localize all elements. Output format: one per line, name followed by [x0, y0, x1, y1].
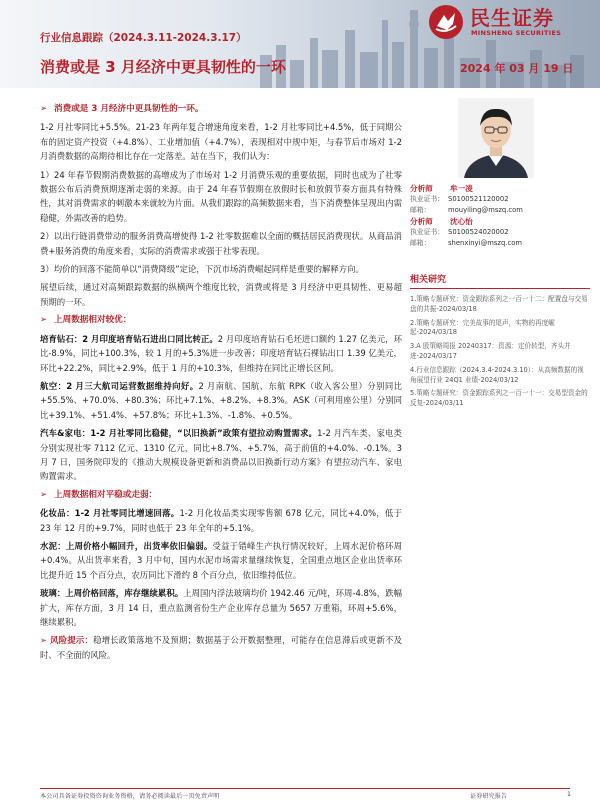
arrow-icon: ➢	[40, 489, 48, 500]
cert-number: S0100521120002	[448, 195, 509, 203]
logo-cn-text: 民生证券	[470, 6, 554, 30]
email-label: 邮箱：	[410, 239, 431, 247]
email-label: 邮箱：	[410, 206, 431, 214]
diamond-label: 培育钻石：2 月印度培育钻石进出口同比转正。	[40, 333, 218, 344]
main-content	[40, 102, 402, 666]
related-item[interactable]: 2.策略专题研究：完美故事的尾声，实物的再度崛起-2024/03/18	[410, 318, 555, 337]
footer-disclaimer: 本公司具备证券投资咨询业务资格，请务必阅读最后一页免责声明	[40, 793, 220, 800]
paragraph-risk	[40, 633, 402, 662]
paragraph-glass	[40, 586, 402, 629]
email-link[interactable]: shenxinyi@mszq.com	[448, 239, 522, 247]
analyst-role: 分析师	[410, 184, 433, 193]
glass-label: 玻璃：上周价格回落，库存继续累积。	[40, 588, 184, 599]
arrow-icon: ➢	[40, 635, 51, 646]
analyst-photo	[458, 98, 534, 178]
minsheng-logo	[428, 2, 588, 46]
risk-label: 风险提示：	[50, 635, 94, 646]
cosmetic-label: 化妆品：1-2 月社零同比增速回落。	[40, 508, 180, 519]
section-title-better	[40, 313, 402, 327]
section-title-weaker-text: 上周数据相对平稳或走弱：	[54, 489, 158, 500]
arrow-icon: ➢	[40, 104, 48, 114]
report-tag: 行业信息跟踪（2024.3.11-2024.3.17）	[40, 32, 247, 44]
paragraph-cosmetic	[40, 506, 402, 535]
paragraph: 1）24 年春节假期消费数据的高增成为了市场对 1-2 月消费乐观的重要依据，同时也成为了社零数据公布后消费预期逐渐走弱的来源。由于 24 年春节假期在放假时长和放假节奏方面具有特殊性，其对消费需求的刺激本来就较为片面。从我们跟踪的高频数据来看，当下消费整体呈现出内需稳健，外需改善的趋势。	[40, 169, 402, 223]
analyst-cert-row	[410, 194, 590, 205]
section-title-better-text: 上周数据相对较优：	[54, 315, 132, 326]
analyst-email-row	[410, 238, 590, 249]
minsheng-logo-icon	[428, 4, 464, 40]
analyst-name: 牟一凌	[450, 184, 473, 193]
paragraph: 2）以出行链消费带动的服务消费高增使得 1-2 社零数据难以全面的概括居民消费现状。从商品消费+服务消费的角度来看，实际的消费需求或强于社零表现。	[40, 231, 402, 256]
report-date: 2024 年 03 月 19 日	[460, 62, 574, 75]
logo-en-text: MINSHENG SECURITIES	[471, 29, 562, 37]
report-title: 消费或是 3 月经济中更具韧性的一环	[40, 58, 286, 76]
paragraph: 3）均价的回落不能简单以“消费降级”定论，下沉市场消费崛起同样是重要的解释方向。	[40, 264, 364, 275]
paragraph-auto	[40, 426, 402, 484]
arrow-icon: ➢	[40, 315, 48, 326]
related-item[interactable]: 3.A 股策略周报 20240317：资源：定价转型，齐头并进-2024/03/17	[410, 342, 571, 360]
bullet-title-1-text: 消费或是 3 月经济中更具韧性的一环。	[54, 104, 204, 114]
related-research-title: 相关研究	[410, 272, 590, 289]
cement-label: 水泥：上周价格小幅回升，出货率依旧偏弱。	[40, 540, 213, 551]
analyst-role: 分析师	[410, 217, 433, 226]
glass-text: 上周国内浮法玻璃均价 1942.46 元/吨，环周-4.8%，跌幅扩大，库存方面，3 月 14 日，重点监测省份生产企业库存总量为 5657 万重箱，环周+5.6%，继续累积。	[40, 588, 403, 627]
section-title-weaker	[40, 488, 402, 502]
aviation-text: 2 月南航、国航、东航 RPK（收入客公里）分别同比+55.5%、+70.0%、+80.3%；环比+7.1%、+8.2%、+8.3%。ASK（可利用座公里）分别同比+39.1%、+51.4%、+57.8%；环比+1.3%、-1.8%、+0.5%。	[40, 380, 402, 420]
paragraph-cement	[40, 539, 402, 582]
related-item[interactable]: 1.策略专题研究：资金跟踪系列之一百一十二：配置盘与交易盘的共振-2024/03/18	[410, 295, 588, 313]
risk-text: 稳增长政策落地不及预期；数据基于公开数据整理，可能存在信息滞后或更新不及时、不全面的风险。	[40, 635, 403, 660]
related-item[interactable]: 5.策略专题研究：资金跟踪系列之一百一十一：交易型资金的反复-2024/03/11	[410, 389, 588, 408]
cert-number: S0100524020002	[448, 228, 509, 236]
cosmetic-text: 1-2 月化妆品类实现零售额 678 亿元，同比+4.0%，低于 23 年 12 月的+9.7%，同时也低于 23 年全年的+5.1%。	[40, 508, 402, 533]
paragraph: 展望后续，通过对高频跟踪数据的纵横两个维度比较，消费或将是 3 月经济中更具韧性、更易超预期的一环。	[40, 282, 402, 307]
analyst-list	[410, 183, 590, 249]
report-header	[0, 0, 600, 88]
page-number: 1	[567, 791, 571, 798]
footer-divider	[40, 788, 570, 789]
auto-label: 汽车&家电：1-2 月社零同比稳健，“以旧换新”政策有望拉动购置需求。	[40, 428, 318, 439]
cert-label: 执业证书：	[410, 195, 444, 203]
diamond-text: 2 月印度培育钻石毛坯进口额约 1.27 亿美元，环比-8.9%，同比+100.3%，较 1 月的+5.3%进一步改善；印度培育钻石裸钻出口 1.39 亿美元，环比+22.2%，同比+2.9%，低于 1 月的+10.3%，但维持在同比正增长区间。	[40, 333, 402, 373]
auto-text: 1-2 月汽车类、家电类分别实现社零 7112 亿元、1310 亿元，同比+8.7%、+5.7%，高于前值的+4.0%、-0.1%。3 月 7 日，国务院印发的《推动大规模设备更新和消费品以旧换新行动方案》有望拉动汽车、家电购置需求。	[40, 428, 402, 482]
related-research	[410, 272, 590, 413]
bullet-title-1	[40, 102, 402, 116]
email-link[interactable]: mouyiling@mszq.com	[448, 206, 523, 214]
aviation-label: 航空：2 月三大航司运营数据维持向好。	[40, 380, 199, 391]
related-item[interactable]: 4.行业信息跟踪（2024.3.4-2024.3.10）：从高频数据的视角展望行业 24Q1 业绩-2024/03/12	[410, 365, 584, 384]
analyst-name-row	[410, 183, 590, 194]
cert-label: 执业证书：	[410, 228, 444, 236]
paragraph-diamond	[40, 332, 402, 375]
paragraph: 1-2 月社零同比+5.5%。21-23 年两年复合增速角度来看，1-2 月社零同比+4.5%，低于同期公布的固定资产投资（+4.8%）、工业增加值（+4.7%），表现相对中规中矩，与春节后市场对 1-2 月消费数据的高期待相比存在一定落差。站在当下，我们认为：	[40, 122, 402, 162]
analyst-email-row	[410, 205, 590, 216]
analyst-cert-row	[410, 227, 590, 238]
analyst-name-row	[410, 216, 590, 227]
footer-report-type: 证券研究报告	[470, 793, 508, 800]
analyst-name: 沈心怡	[450, 217, 473, 226]
paragraph-aviation	[40, 379, 402, 422]
cement-text: 受益于错峰生产执行情况较好，上周水泥价格环周+0.4%。从出货率来看，3 月中旬，国内水泥市场需求量继续恢复，全国重点地区企业出货率环比提升近 15 个百分点，农历同比下滑约 8 个百分点，依旧维持低位。	[40, 540, 402, 580]
